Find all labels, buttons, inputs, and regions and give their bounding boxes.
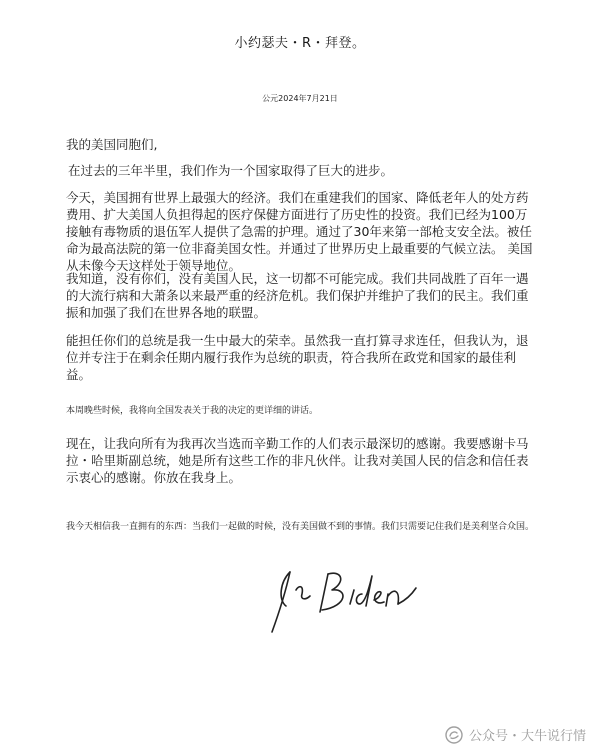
paragraph-achievements: 今天，美国拥有世界上最强大的经济。我们在重建我们的国家、降低老年人的处方药费用、扩大美国人负担得起的医疗保健方面进行了历史性的投资。我们已经为100万接触有毒物质的退伍军人提供了急需的护理。通过了30年来第一部枪支安全法。被任命为最高法院的第一位非裔美国女性。并通过了世界历史上最重要的气候立法。 美国从未像今天这样处于领导地位。 [66,190,533,273]
handwritten-signature [250,560,440,635]
letter-date: 公元2024年7月21日 [262,94,338,103]
paragraph-thanks: 现在，让我向所有为我再次当选而辛勤工作的人们表示最深切的感谢。我要感谢卡马拉・哈里斯副总统，她是所有这些工作的非凡伙伴。让我对美国人民的信念和信任表示衷心的感谢。你放在我身上。 [66,436,529,485]
letter-salutation: 我的美国同胞们, [66,137,158,152]
wechat-official-account-icon [445,726,463,744]
paragraph-together: 我知道，没有你们，没有美国人民，这一切都不可能完成。我们共同战胜了百年一遇的大流行病和大萧条以来最严重的经济危机。我们保护并维护了我们的民主。我们重振和加强了我们在世界各地的联盟。 [66,271,529,320]
watermark-text: 公众号・大牛说行情 [468,729,586,744]
paragraph-intro: 在过去的三年半里，我们作为一个国家取得了巨大的进步。 [68,163,394,178]
paragraph-closing: 我今天相信我一直拥有的东西：当我们一起做的时候，没有美国做不到的事情。我们只需要记住我们是美利坚合众国。 [66,522,535,532]
paragraph-honor: 能担任你们的总统是我一生中最大的荣幸。虽然我一直打算寻求连任，但我认为，退位并专注于在剩余任期内履行我作为总统的职责，符合我所在政党和国家的最佳利益。 [66,333,529,382]
paragraph-announcement: 本周晚些时候，我将向全国发表关于我的决定的更详细的讲话。 [66,406,319,416]
watermark [445,725,586,744]
letter-heading-name: 小约瑟夫・R・拜登。 [234,36,366,51]
